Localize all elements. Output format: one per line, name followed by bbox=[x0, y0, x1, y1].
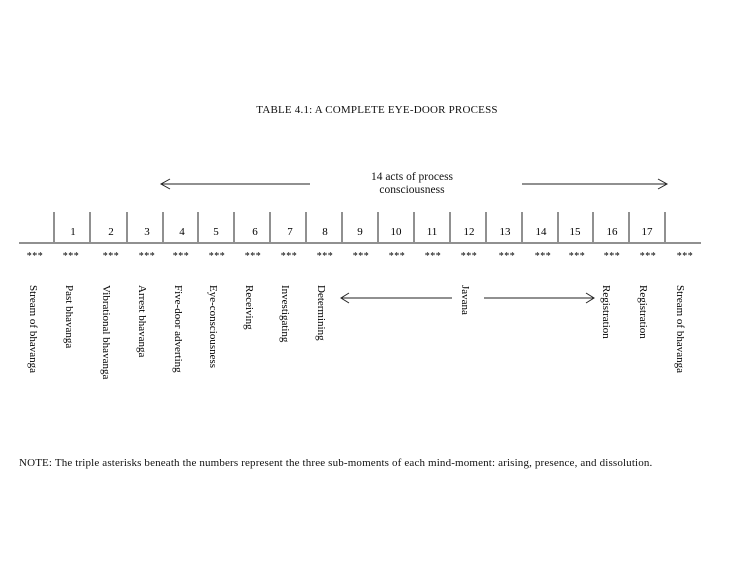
submoment-marker: *** bbox=[138, 251, 156, 262]
process-span-left-arrow bbox=[161, 179, 310, 189]
moment-numbers bbox=[70, 226, 653, 238]
moment-number: 8 bbox=[322, 226, 328, 238]
submoment-marker: *** bbox=[244, 251, 262, 262]
moment-number: 4 bbox=[179, 226, 185, 238]
submoment-marker: *** bbox=[676, 251, 694, 262]
process-label-line1: 14 acts of process bbox=[370, 171, 454, 183]
submoment-markers bbox=[27, 251, 694, 262]
submoment-marker: *** bbox=[172, 251, 190, 262]
javana-right-arrow bbox=[484, 293, 594, 303]
submoment-marker: *** bbox=[424, 251, 442, 262]
submoment-marker: *** bbox=[26, 251, 44, 262]
submoment-marker: *** bbox=[639, 251, 657, 262]
submoment-marker: *** bbox=[498, 251, 516, 262]
stage-label: Eye-consciousness bbox=[207, 285, 219, 369]
process-span-right-arrow bbox=[522, 179, 667, 189]
stage-label: Registration bbox=[637, 285, 649, 339]
stage-label: Receiving bbox=[243, 285, 255, 330]
table-note: NOTE: The triple asterisks beneath the numbers represent the three sub-moments of each mind-moment: arising, presence, and dissolution. bbox=[19, 457, 653, 469]
stage-label: Past bhavanga bbox=[63, 285, 75, 349]
moment-number: 7 bbox=[287, 226, 293, 238]
moment-number: 1 bbox=[70, 226, 76, 238]
moment-number: 5 bbox=[213, 226, 219, 238]
submoment-marker: *** bbox=[62, 251, 80, 262]
process-label-line2: consciousness bbox=[379, 184, 445, 196]
submoment-marker: *** bbox=[460, 251, 478, 262]
stage-label: Investigating bbox=[279, 285, 291, 343]
moment-number: 10 bbox=[390, 226, 402, 238]
stage-label: Javana bbox=[459, 285, 471, 315]
submoment-marker: *** bbox=[280, 251, 298, 262]
submoment-marker: *** bbox=[316, 251, 334, 262]
moment-number: 6 bbox=[252, 226, 258, 238]
submoment-marker: *** bbox=[388, 251, 406, 262]
stage-label: Stream of bhavanga bbox=[27, 285, 39, 373]
submoment-marker: *** bbox=[352, 251, 370, 262]
moment-number: 16 bbox=[606, 226, 618, 238]
table-title: TABLE 4.1: A COMPLETE EYE-DOOR PROCESS bbox=[256, 104, 498, 116]
submoment-marker: *** bbox=[208, 251, 226, 262]
moment-number: 14 bbox=[535, 226, 547, 238]
stage-labels bbox=[27, 285, 686, 379]
moment-number: 13 bbox=[499, 226, 511, 238]
submoment-marker: *** bbox=[534, 251, 552, 262]
submoment-marker: *** bbox=[102, 251, 120, 262]
moment-number: 12 bbox=[463, 226, 475, 238]
moment-number: 3 bbox=[144, 226, 150, 238]
javana-left-arrow bbox=[341, 293, 452, 303]
stage-label: Five-door adverting bbox=[172, 285, 184, 373]
moment-number: 17 bbox=[641, 226, 653, 238]
stage-label: Arrest bhavanga bbox=[136, 285, 148, 358]
moment-number: 11 bbox=[426, 226, 438, 238]
moment-number: 2 bbox=[108, 226, 114, 238]
moment-number: 9 bbox=[357, 226, 363, 238]
moment-number: 15 bbox=[569, 226, 581, 238]
stage-label: Registration bbox=[600, 285, 612, 339]
submoment-marker: *** bbox=[568, 251, 586, 262]
stage-label: Determining bbox=[315, 285, 327, 341]
stage-label: Stream of bhavanga bbox=[674, 285, 686, 373]
submoment-marker: *** bbox=[603, 251, 621, 262]
stage-label: Vibrational bhavanga bbox=[100, 285, 112, 380]
